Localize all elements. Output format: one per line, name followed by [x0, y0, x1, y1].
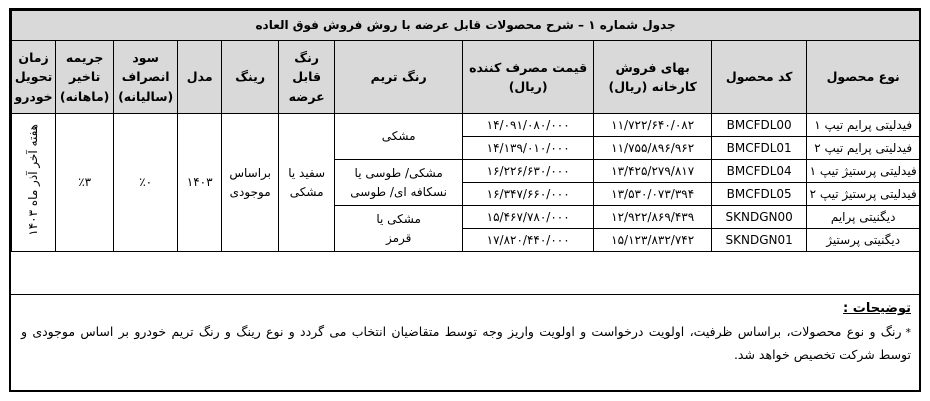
product-type-cell: فیدلیتی پرایم تیپ ۱ — [807, 114, 920, 137]
consumer-price-cell: ۱۴/۱۳۹/۰۱۰/۰۰۰ — [463, 137, 594, 160]
header-product-type: نوع محصول — [807, 41, 920, 114]
notes-title: توضیحات : — [843, 301, 911, 316]
product-type-cell: دیگنیتی پرایم — [807, 206, 920, 229]
consumer-price-cell: ۱۷/۸۲۰/۴۴۰/۰۰۰ — [463, 229, 594, 252]
header-available-color: رنگ قابل عرضه — [279, 41, 335, 114]
header-consumer-price: قیمت مصرف کننده (ریال) — [463, 41, 594, 114]
header-product-code: کد محصول — [712, 41, 807, 114]
consumer-price-cell: ۱۴/۰۹۱/۰۸۰/۰۰۰ — [463, 114, 594, 137]
product-type-cell: فیدلیتی پرستیژ تیپ ۲ — [807, 183, 920, 206]
factory-price-cell: ۱۳/۵۳۰/۰۷۳/۳۹۴ — [594, 183, 712, 206]
header-cancel-profit: سود انصراف (سالیانه) — [114, 41, 178, 114]
header-delay-penalty: جریمه تاخیر (ماهانه) — [56, 41, 114, 114]
factory-price-cell: ۱۱/۷۲۲/۶۴۰/۰۸۲ — [594, 114, 712, 137]
product-code-cell: BMCFDL01 — [712, 137, 807, 160]
rining-cell: براساس موجودی — [222, 114, 279, 252]
product-code-cell: SKNDGN01 — [712, 229, 807, 252]
product-type-cell: فیدلیتی پرستیژ تیپ ۱ — [807, 160, 920, 183]
delay-penalty-cell: ٪۳ — [56, 114, 114, 252]
header-rining: رینگ — [222, 41, 279, 114]
product-type-cell: فیدلیتی پرایم تیپ ۲ — [807, 137, 920, 160]
document-frame — [9, 8, 921, 392]
product-code-cell: SKNDGN00 — [712, 206, 807, 229]
consumer-price-cell: ۱۶/۲۲۶/۶۳۰/۰۰۰ — [463, 160, 594, 183]
trim-color-cell: مشکی — [335, 114, 463, 160]
factory-price-cell: ۱۳/۴۲۵/۲۷۹/۸۱۷ — [594, 160, 712, 183]
product-code-cell: BMCFDL00 — [712, 114, 807, 137]
table-title: جدول شماره ۱ – شرح محصولات قابل عرضه با روش فروش فوق العاده — [12, 11, 920, 41]
factory-price-cell: ۱۱/۷۵۵/۸۹۶/۹۶۲ — [594, 137, 712, 160]
delivery-time-cell — [12, 114, 56, 252]
factory-price-cell: ۱۵/۱۲۳/۸۳۲/۷۴۲ — [594, 229, 712, 252]
available-color-cell: سفید یا مشکی — [279, 114, 335, 252]
model-cell: ۱۴۰۳ — [178, 114, 222, 252]
table-header-row — [12, 41, 920, 114]
header-model: مدل — [178, 41, 222, 114]
consumer-price-cell: ۱۵/۴۶۷/۷۸۰/۰۰۰ — [463, 206, 594, 229]
products-table — [11, 10, 920, 252]
product-code-cell: BMCFDL05 — [712, 183, 807, 206]
delivery-time-text: هفته آخر آذر ماه ۱۴۰۳ — [26, 123, 41, 236]
notes-body — [21, 320, 911, 366]
header-trim-color: رنگ تریم — [335, 41, 463, 114]
factory-price-cell: ۱۲/۹۲۲/۸۶۹/۴۳۹ — [594, 206, 712, 229]
bullet-icon: * — [905, 326, 911, 339]
cancel-profit-cell: ٪۰ — [114, 114, 178, 252]
notes-text: رنگ و نوع محصولات، براساس ظرفیت، اولویت درخواست و اولویت واریز وجه توسط متقاضیان انتخاب می گردد و نوع رینگ و رنگ تریم خودرو بر اساس موجودی و توسط شرکت تخصیص خواهد شد. — [21, 324, 911, 363]
trim-color-cell: مشکی/ طوسی یا نسکافه ای/ طوسی — [335, 160, 463, 206]
header-factory-price: بهای فروش کارخانه (ریال) — [594, 41, 712, 114]
table-row — [12, 114, 920, 137]
notes-section — [11, 294, 919, 390]
header-delivery-time: زمان تحویل خودرو — [12, 41, 56, 114]
consumer-price-cell: ۱۶/۳۴۷/۶۶۰/۰۰۰ — [463, 183, 594, 206]
product-code-cell: BMCFDL04 — [712, 160, 807, 183]
trim-color-cell: مشکی یا قرمز — [335, 206, 463, 252]
product-type-cell: دیگنیتی پرستیژ — [807, 229, 920, 252]
